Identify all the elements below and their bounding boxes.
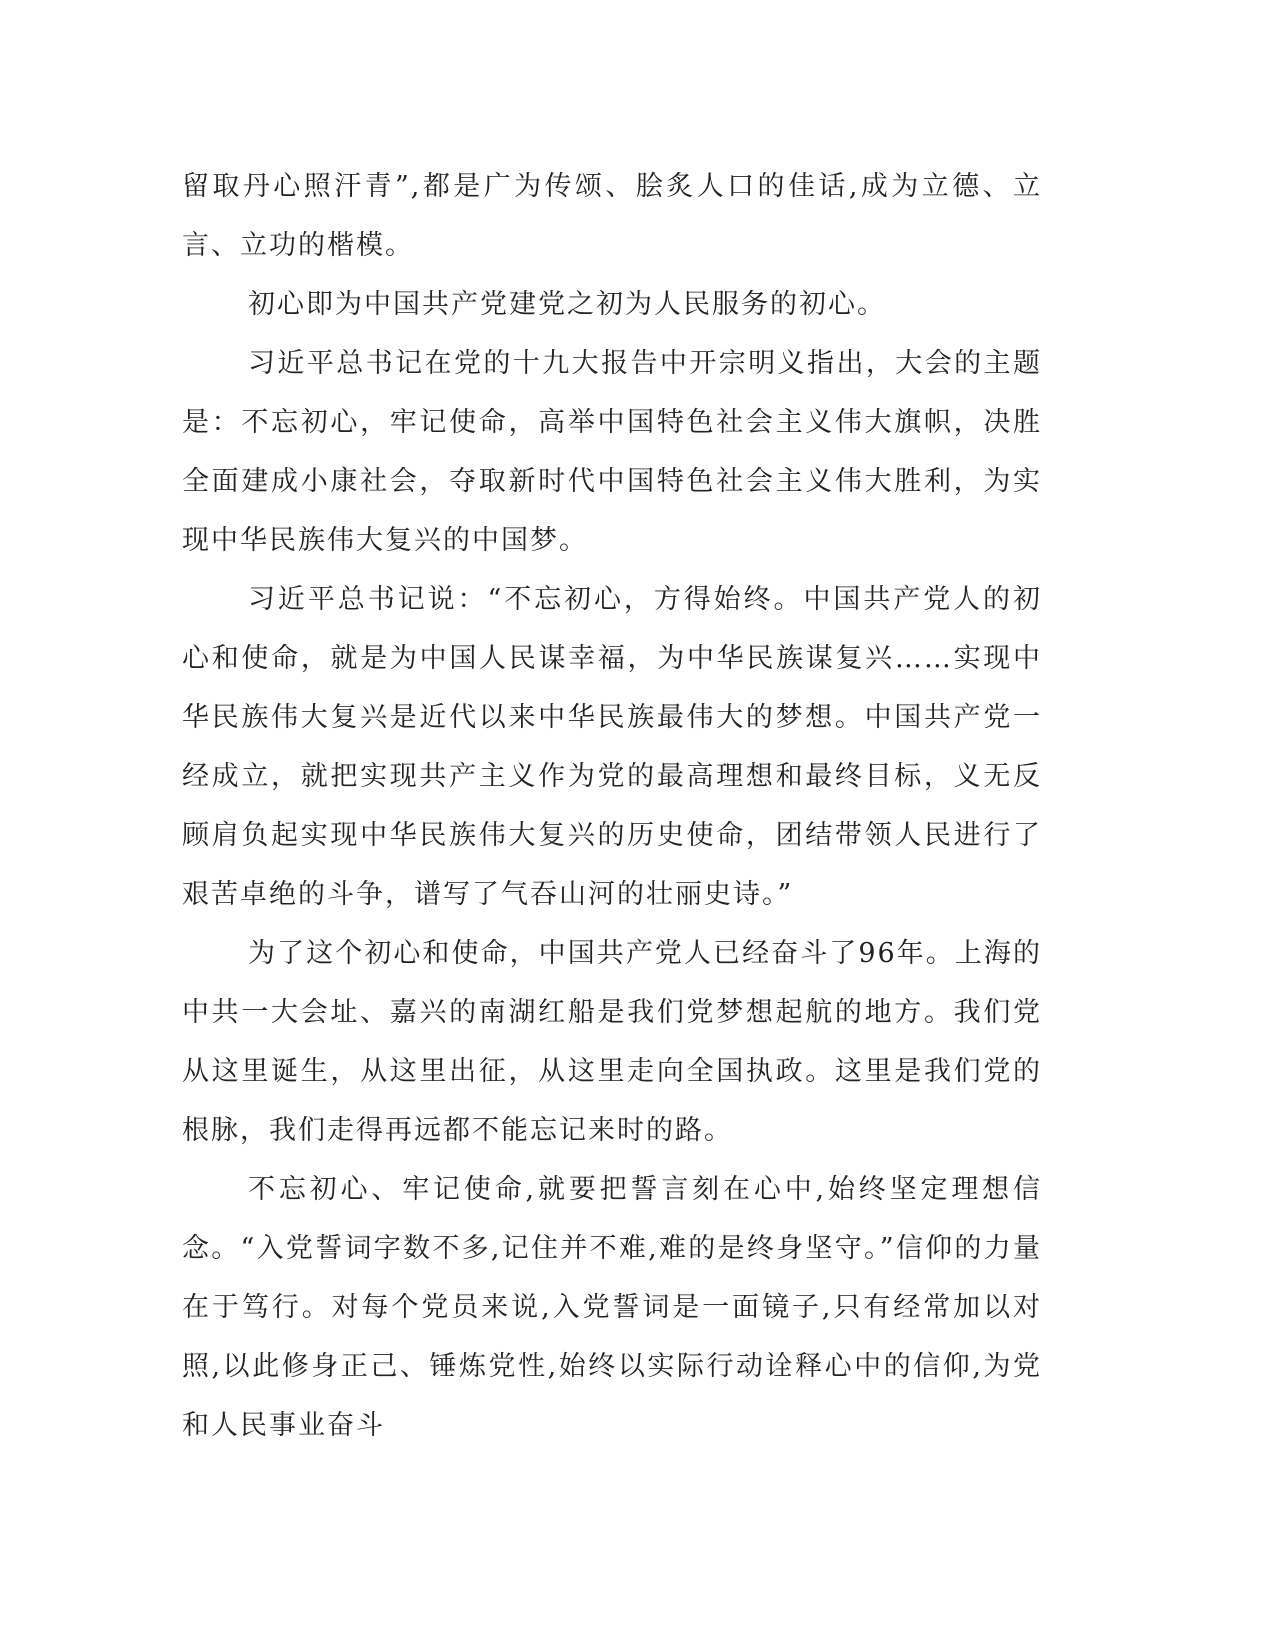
paragraph-3: 习近平总书记在党的十九大报告中开宗明义指出，大会的主题是：不忘初心，牢记使命，高举中国特色社会主义伟大旗帜，决胜全面建成小康社会，夺取新时代中国特色社会主义伟大胜利，为实现中华民族伟大复兴的中国梦。: [182, 348, 1042, 556]
paragraph-6: 不忘初心、牢记使命,就要把誓言刻在心中,始终坚定理想信念。“入党誓词字数不多,记住并不难,难的是终身坚守。”信仰的力量在于笃行。对每个党员来说,入党誓词是一面镜子,只有经常加以对照,以此修身正己、锤炼党性,始终以实际行动诠释心中的信仰,为党和人民事业奋斗: [182, 1174, 1042, 1441]
paragraph-5: 为了这个初心和使命，中国共产党人已经奋斗了96年。上海的中共一大会址、嘉兴的南湖红船是我们党梦想起航的地方。我们党从这里诞生，从这里出征，从这里走向全国执政。这里是我们党的根脉，我们走得再远都不能忘记来时的路。: [182, 938, 1042, 1146]
paragraph-1: 留取丹心照汗青”,都是广为传颂、脍炙人口的佳话,成为立德、立言、立功的楷模。: [182, 171, 1042, 261]
paragraph-4: 习近平总书记说：“不忘初心，方得始终。中国共产党人的初心和使命，就是为中国人民谋幸福，为中华民族谋复兴……实现中华民族伟大复兴是近代以来中华民族最伟大的梦想。中国共产党一经成立，就把实现共产主义作为党的最高理想和最终目标，义无反顾肩负起实现中华民族伟大复兴的历史使命，团结带领人民进行了艰苦卓绝的斗争，谱写了气吞山河的壮丽史诗。”: [182, 584, 1042, 910]
paragraph-2: 初心即为中国共产党建党之初为人民服务的初心。: [248, 289, 886, 320]
document-body: [182, 157, 1042, 1455]
